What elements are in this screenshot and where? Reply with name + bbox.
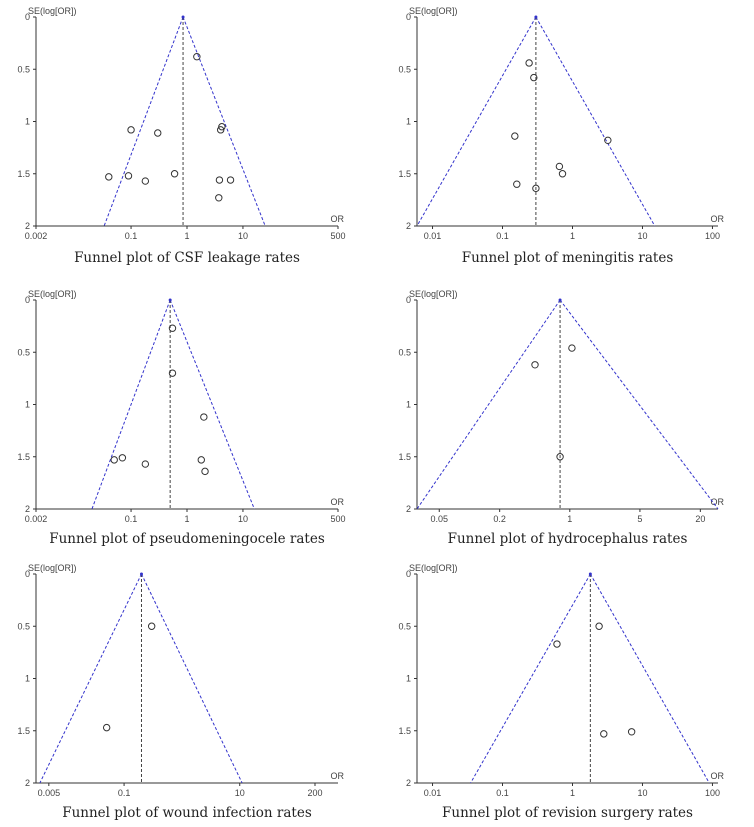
x-tick-label: 10 (237, 231, 248, 241)
funnel-plot-panel-1 (17, 6, 345, 266)
y-tick-label: 1 (405, 399, 411, 410)
funnel-apex-dot (140, 573, 143, 576)
study-point (142, 178, 148, 184)
funnel-apex-dot (169, 299, 172, 302)
y-tick-label: 0.5 (17, 347, 30, 358)
y-tick-label: 0 (405, 295, 411, 305)
x-tick-label: 1 (184, 231, 190, 241)
x-tick-label: 0.2 (493, 514, 506, 524)
study-point (202, 468, 208, 474)
x-tick-label: 200 (307, 788, 323, 798)
study-point (106, 174, 112, 180)
study-point (142, 461, 148, 467)
funnel-lines (417, 16, 655, 227)
x-tick-label: 10 (637, 788, 648, 798)
funnel-left-line (40, 574, 142, 783)
y-axis-label: SE(log[OR]) (28, 6, 77, 16)
funnel-plot-panel-6 (398, 563, 724, 821)
y-tick-label: 2 (24, 504, 30, 514)
y-tick-label: 0 (405, 569, 411, 579)
funnel-left-line (417, 17, 536, 226)
funnel-right-line (590, 574, 709, 783)
study-point (569, 345, 575, 351)
funnel-lines (471, 573, 710, 784)
study-point (596, 623, 602, 629)
y-axis-label: SE(log[OR]) (409, 289, 458, 299)
x-axis-label: OR (710, 497, 724, 507)
y-axis-label: SE(log[OR]) (409, 6, 458, 16)
study-point (532, 362, 538, 368)
y-tick-label: 2 (405, 778, 411, 788)
funnel-left-line (92, 300, 170, 509)
y-tick-label: 0.5 (398, 64, 411, 75)
x-axis-label: OR (710, 214, 724, 224)
y-tick-label: 0 (24, 12, 30, 22)
funnel-plot-panel-3 (17, 289, 345, 547)
x-tick-label: 0.05 (430, 514, 449, 524)
funnel-apex-dot (589, 573, 592, 576)
y-tick-label: 1.5 (17, 725, 30, 736)
chart-title: Funnel plot of wound infection rates (62, 805, 312, 821)
study-point (556, 163, 562, 169)
y-tick-label: 0 (405, 12, 411, 22)
x-tick-label: 10 (237, 514, 248, 524)
study-point (198, 457, 204, 463)
study-point (628, 729, 634, 735)
funnel-lines (104, 16, 265, 227)
study-point (512, 133, 518, 139)
y-tick-label: 0.5 (17, 621, 30, 632)
x-tick-label: 0.005 (37, 788, 61, 798)
x-tick-label: 5 (637, 514, 643, 524)
x-tick-label: 0.1 (496, 231, 509, 241)
study-point (216, 177, 222, 183)
y-tick-label: 1 (24, 399, 30, 410)
y-tick-label: 1.5 (398, 725, 411, 736)
study-point (514, 181, 520, 187)
funnel-right-line (536, 17, 655, 226)
x-tick-label: 20 (695, 514, 706, 524)
x-tick-label: 0.1 (124, 514, 138, 524)
study-point (601, 731, 607, 737)
funnel-right-line (560, 300, 718, 509)
study-point (103, 724, 109, 730)
funnel-lines (417, 299, 718, 510)
study-point (559, 171, 565, 177)
study-point (169, 370, 175, 376)
y-axis-label: SE(log[OR]) (28, 289, 77, 299)
x-tick-label: 0.1 (124, 231, 138, 241)
y-tick-label: 2 (24, 221, 30, 231)
funnel-right-line (141, 574, 242, 783)
funnel-apex-dot (182, 16, 185, 19)
x-tick-label: 0.1 (117, 788, 131, 798)
x-tick-label: 500 (330, 231, 346, 241)
study-point (111, 457, 117, 463)
x-tick-label: 1 (569, 231, 575, 241)
study-point (526, 60, 532, 66)
y-tick-label: 2 (405, 504, 411, 514)
chart-title: Funnel plot of revision surgery rates (442, 805, 693, 821)
x-tick-label: 100 (704, 788, 720, 798)
y-tick-label: 1.5 (17, 168, 30, 179)
funnel-right-line (183, 17, 265, 226)
x-tick-label: 500 (330, 514, 346, 524)
x-axis-label: OR (710, 771, 724, 781)
y-axis-label: SE(log[OR]) (409, 563, 458, 573)
y-tick-label: 1 (24, 673, 30, 684)
y-tick-label: 0.5 (398, 347, 411, 358)
y-tick-label: 2 (405, 221, 411, 231)
study-point (119, 455, 125, 461)
y-tick-label: 0 (24, 295, 30, 305)
x-tick-label: 10 (637, 231, 648, 241)
study-point (554, 641, 560, 647)
study-point (148, 623, 154, 629)
study-point (155, 130, 161, 136)
chart-title: Funnel plot of hydrocephalus rates (447, 531, 688, 547)
y-tick-label: 1 (24, 116, 30, 127)
funnel-apex-dot (534, 16, 537, 19)
study-point (227, 177, 233, 183)
x-tick-label: 0.01 (423, 788, 442, 798)
chart-title: Funnel plot of CSF leakage rates (74, 250, 300, 266)
x-axis-label: OR (330, 497, 344, 507)
x-tick-label: 1 (567, 514, 573, 524)
y-tick-label: 1.5 (398, 451, 411, 462)
funnel-plot-panel-5 (17, 563, 344, 821)
x-tick-label: 1 (184, 514, 190, 524)
chart-title: Funnel plot of meningitis rates (461, 250, 674, 266)
x-tick-label: 100 (704, 231, 720, 241)
y-tick-label: 1.5 (17, 451, 30, 462)
funnel-left-line (471, 574, 591, 783)
x-axis-label: OR (330, 214, 344, 224)
x-tick-label: 0.1 (496, 788, 509, 798)
funnel-plot-panel-4 (398, 289, 724, 547)
x-tick-label: 10 (234, 788, 245, 798)
chart-title: Funnel plot of pseudomeningocele rates (49, 531, 325, 547)
x-tick-label: 0.002 (24, 514, 48, 524)
x-tick-label: 0.002 (24, 231, 48, 241)
x-tick-label: 0.01 (423, 231, 442, 241)
y-tick-label: 0 (24, 569, 30, 579)
x-axis-label: OR (330, 771, 344, 781)
study-point (128, 127, 134, 133)
y-tick-label: 2 (24, 778, 30, 788)
funnel-apex-dot (559, 299, 562, 302)
study-point (125, 173, 131, 179)
funnel-lines (40, 573, 242, 784)
funnel-lines (92, 299, 254, 510)
y-axis-label: SE(log[OR]) (28, 563, 77, 573)
funnel-left-line (104, 17, 183, 226)
study-point (201, 414, 207, 420)
funnel-plot-panel-2 (398, 6, 724, 266)
funnel-right-line (170, 300, 254, 509)
study-point (171, 171, 177, 177)
study-point (169, 325, 175, 331)
study-point (216, 195, 222, 201)
funnel-left-line (417, 300, 560, 509)
y-tick-label: 0.5 (398, 621, 411, 632)
y-tick-label: 1 (405, 673, 411, 684)
x-tick-label: 1 (569, 788, 575, 798)
y-tick-label: 1.5 (398, 168, 411, 179)
y-tick-label: 0.5 (17, 64, 30, 75)
y-tick-label: 1 (405, 116, 411, 127)
